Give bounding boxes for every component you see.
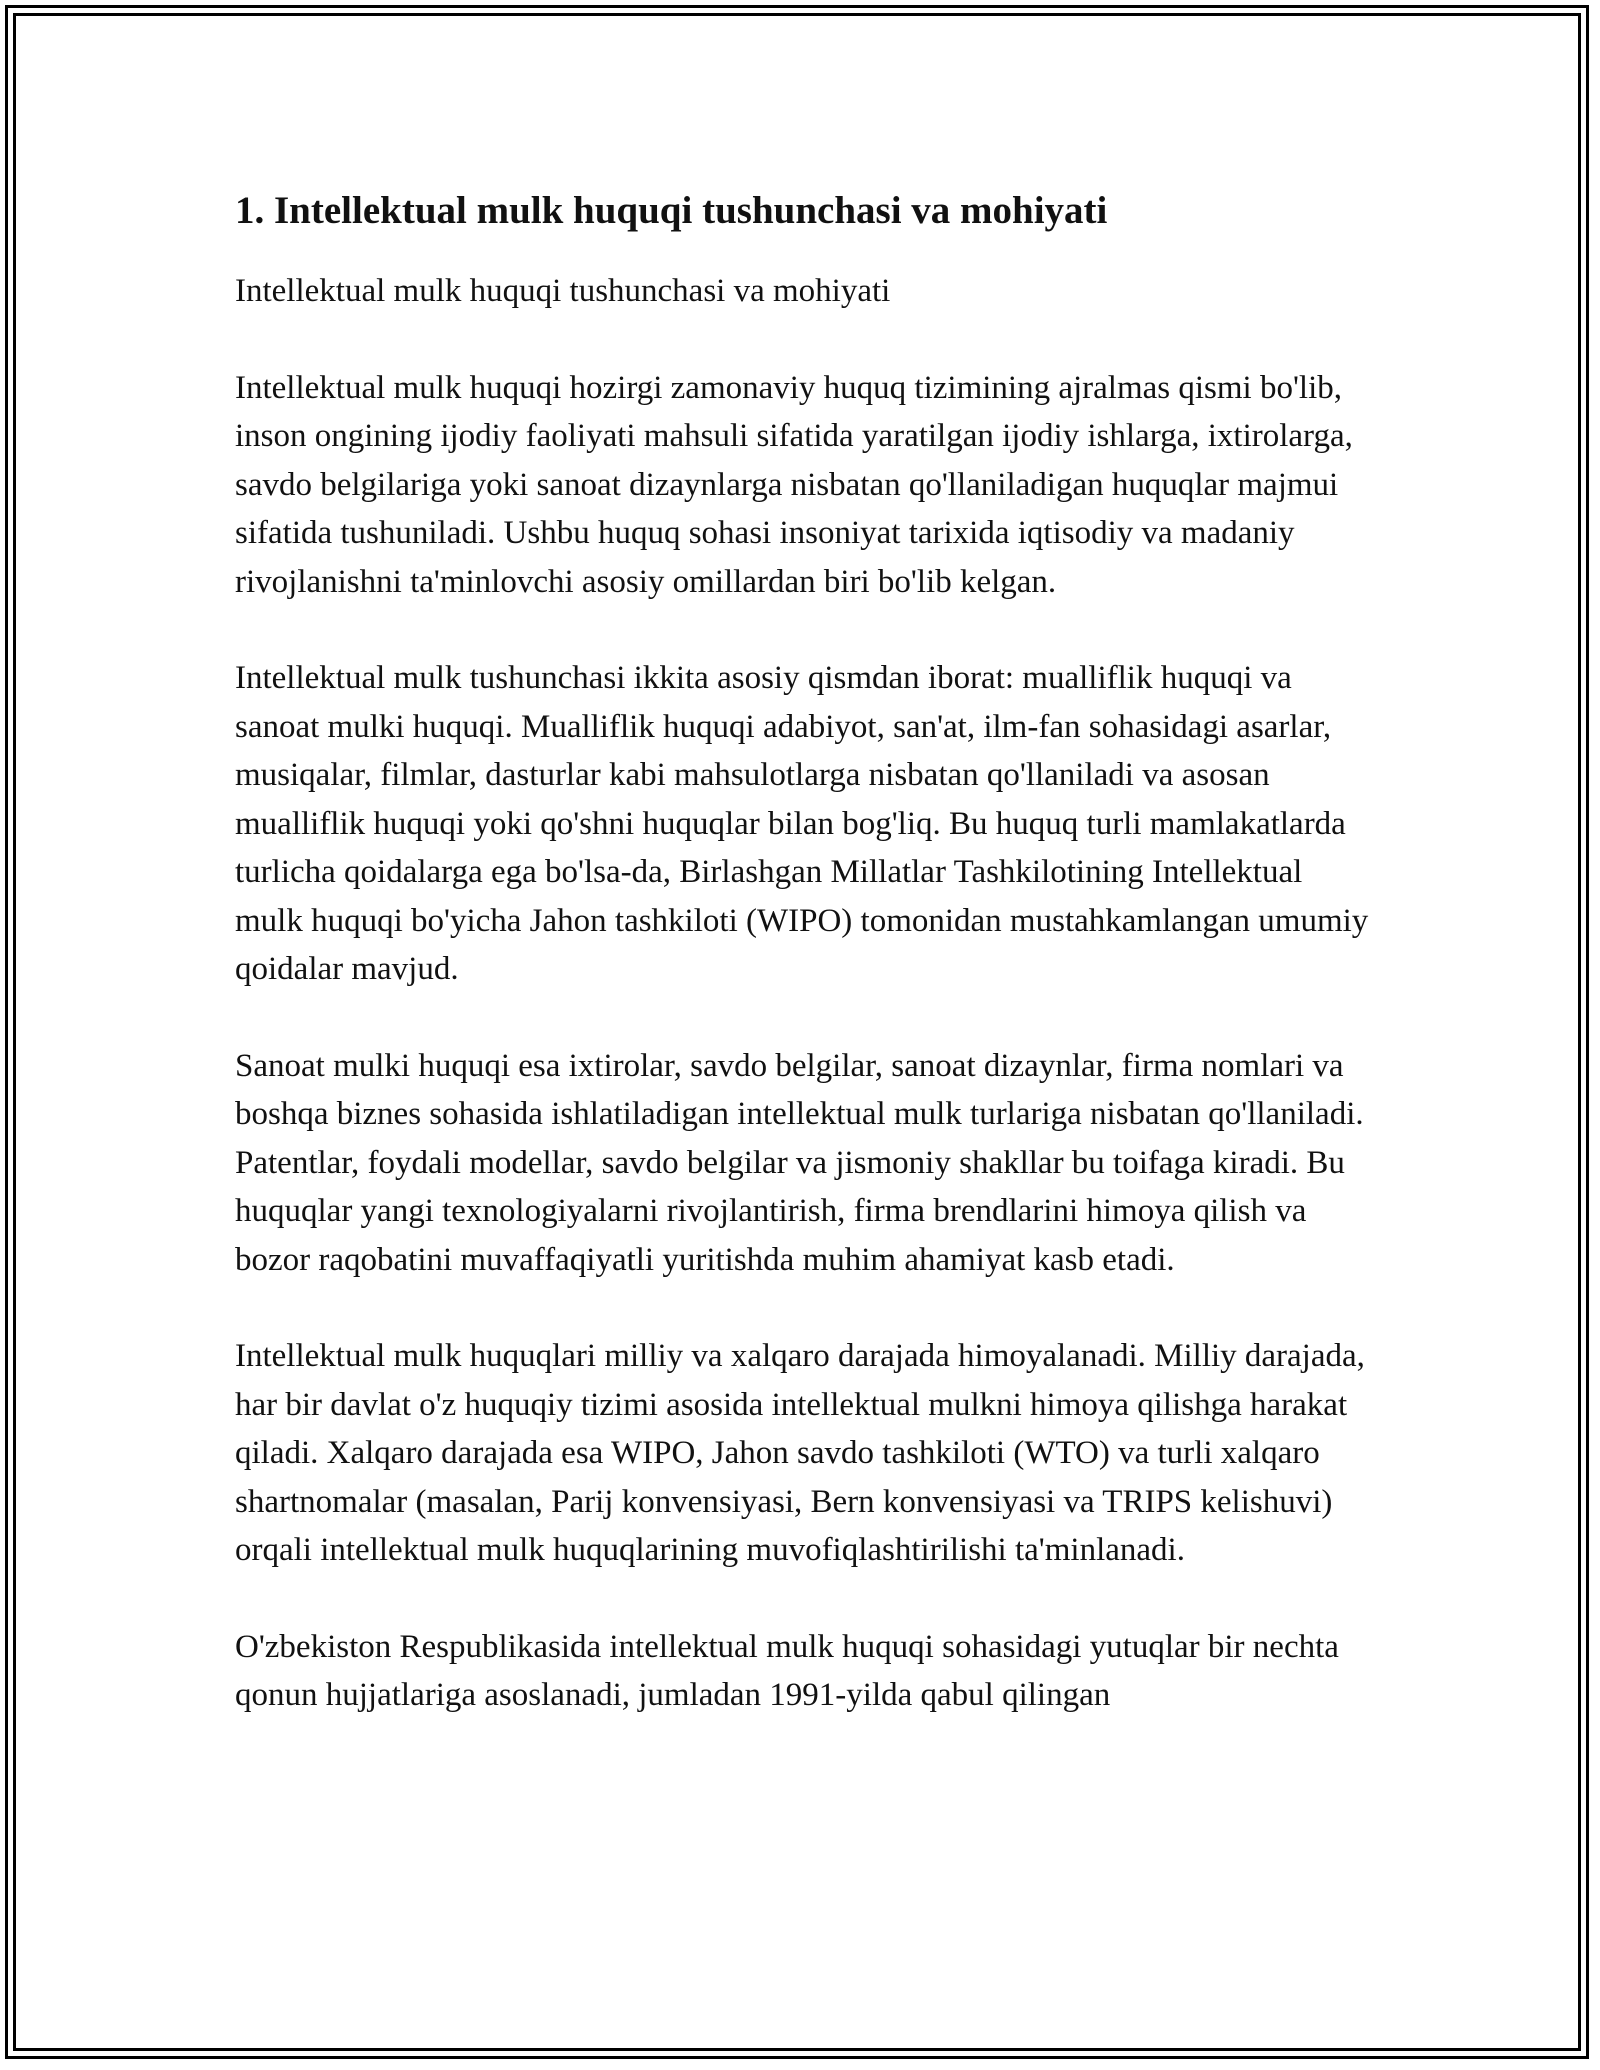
document-body: [235, 185, 1375, 1768]
paragraph-industrial-property: Sanoat mulki huquqi esa ixtirolar, savdo belgilar, sanoat dizaynlar, firma nomlari va boshqa biznes sohasida ishlatiladigan intellektual mulk turlariga nisbatan qo'llaniladi. Patentlar, foydali modellar, savdo belgilar va jismoniy shakllar bu toifaga kiradi. Bu huquqlar yangi texnologiyalarni rivojlantirish, firma brendlarini himoya qilish va bozor raqobatini muvaffaqiyatli yuritishda muhim ahamiyat kasb etadi.: [235, 1047, 1364, 1278]
section-subtitle: Intellektual mulk huquqi tushunchasi va mohiyati: [235, 273, 891, 309]
paragraph-uzbekistan: O'zbekiston Respublikasida intellektual mulk huquqi sohasidagi yutuqlar bir nechta qonun hujjatlariga asoslanadi, jumladan 1991-yilda qabul qilingan: [235, 1628, 1339, 1713]
paragraph-copyright: Intellektual mulk tushunchasi ikkita asosiy qismdan iborat: mualliflik huquqi va sanoat mulki huquqi. Mualliflik huquqi adabiyot, san'at, ilm-fan sohasidagi asarlar, musiqalar, filmlar, dasturlar kabi mahsulotlarga nisbatan qo'llaniladi va asosan mualliflik huquqi yoki qo'shni huquqlar bilan bog'liq. Bu huquq turli mamlakatlarda turlicha qoidalarga ega bo'lsa-da, Birlashgan Millatlar Tashkilotining Intellektual mulk huquqi bo'yicha Jahon tashkiloti (WIPO) tomonidan mustahkamlangan umumiy qoidalar mavjud.: [235, 660, 1369, 987]
paragraph-protection: Intellektual mulk huquqlari milliy va xalqaro darajada himoyalanadi. Milliy darajada, har bir davlat o'z huquqiy tizimi asosida intellektual mulkni himoya qilishga harakat qiladi. Xalqaro darajada esa WIPO, Jahon savdo tashkiloti (WTO) va turli xalqaro shartnomalar (masalan, Parij konvensiyasi, Bern konvensiyasi va TRIPS kelishuvi) orqali intellektual mulk huquqlarining muvofiqlashtirilishi ta'minlanadi.: [235, 1338, 1365, 1568]
paragraph-intro: Intellektual mulk huquqi hozirgi zamonaviy huquq tizimining ajralmas qismi bo'lib, inson ongining ijodiy faoliyati mahsuli sifatida yaratilgan ijodiy ishlarga, ixtirolarga, savdo belgilariga yoki sanoat dizaynlarga nisbatan qo'llaniladigan huquqlar majmui sifatida tushuniladi. Ushbu huquq sohasi insoniyat tarixida iqtisodiy va madaniy rivojlanishni ta'minlovchi asosiy omillardan biri bo'lib kelgan.: [235, 369, 1353, 600]
section-heading: 1. Intellektual mulk huquqi tushunchasi va mohiyati: [235, 189, 1108, 232]
